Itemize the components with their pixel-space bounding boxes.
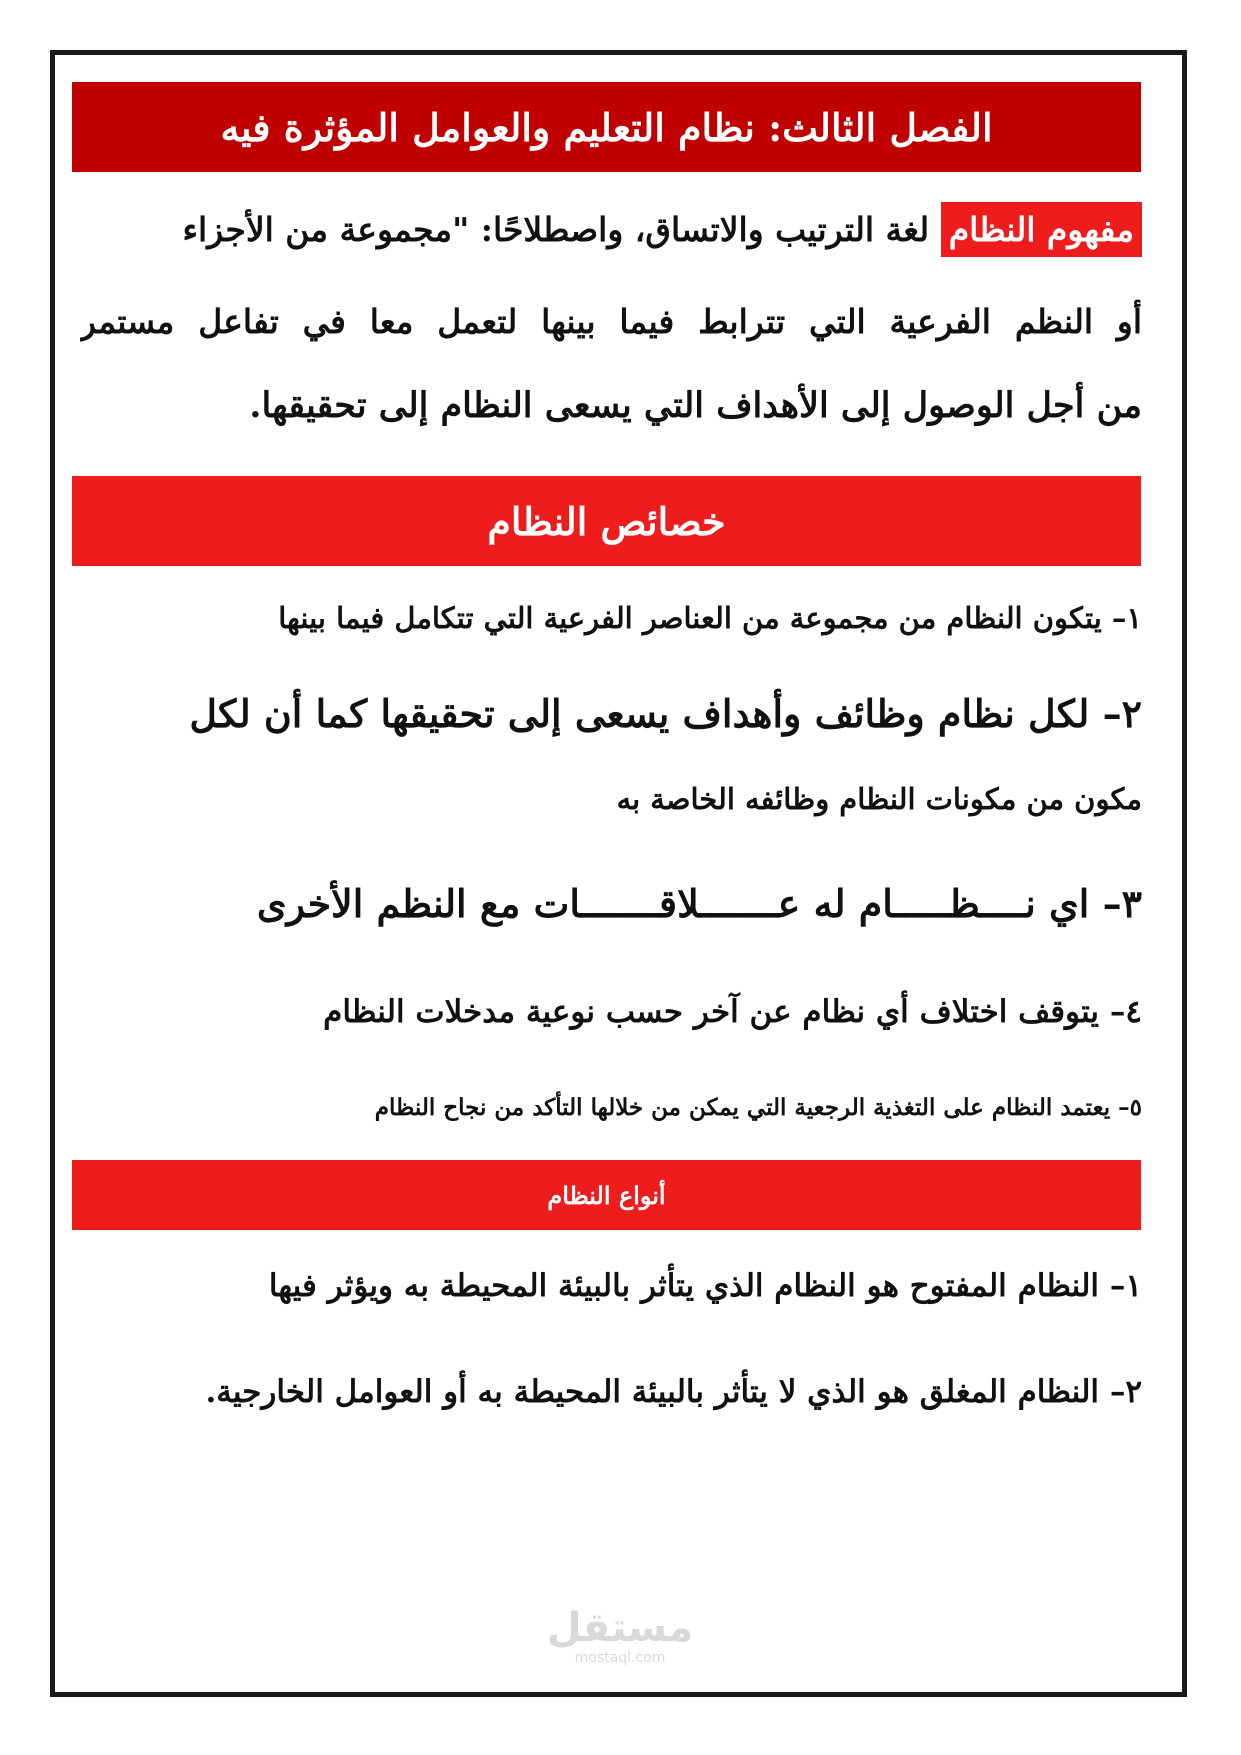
characteristics-heading: خصائص النظام xyxy=(487,498,726,544)
concept-line-1 xyxy=(80,192,1142,268)
characteristic-item-1: ١– يتكون النظام من مجموعة من العناصر الفرعية التي تتكامل فيما بينها xyxy=(278,601,1142,635)
concept-term-highlight: مفهوم النظام xyxy=(941,202,1142,257)
characteristic-item-3: ٣– اي نــــظـــــام له عـــــــلاقـــــــات مع النظم الأخرى xyxy=(256,881,1142,926)
type-item-2: ٢– النظام المغلق هو الذي لا يتأثر بالبيئة المحيطة به أو العوامل الخارجية. xyxy=(205,1374,1142,1410)
characteristic-item-5: ٥– يعتمد النظام على التغذية الرجعية التي يمكن من خلالها التأكد من نجاح النظام xyxy=(374,1094,1142,1121)
characteristic-item-2-line-2: مكون من مكونات النظام وظائفه الخاصة به xyxy=(616,782,1142,816)
concept-definition-start: لغة الترتيب والاتساق، واصطلاحًا: "مجموعة من الأجزاء xyxy=(182,210,941,249)
concept-line-3: من أجل الوصول إلى الأهداف التي يسعى النظام إلى تحقيقها. xyxy=(249,385,1142,426)
mostaql-watermark xyxy=(530,1606,710,1666)
watermark-arabic: مستقل xyxy=(546,1605,694,1651)
type-item-1: ١– النظام المفتوح هو النظام الذي يتأثر بالبيئة المحيطة به ويؤثر فيها xyxy=(268,1268,1142,1304)
watermark-latin: mostaql.com xyxy=(574,1650,666,1666)
chapter-title-banner xyxy=(72,82,1141,172)
types-heading-banner xyxy=(72,1160,1141,1230)
types-heading: أنواع النظام xyxy=(547,1180,666,1210)
chapter-title: الفصل الثالث: نظام التعليم والعوامل المؤثرة فيه xyxy=(220,104,993,150)
characteristic-item-2-line-1: ٢– لكل نظام وظائف وأهداف يسعى إلى تحقيقها كما أن لكل xyxy=(189,691,1142,736)
concept-line-2: أو النظم الفرعية التي تترابط فيما بينها لتعمل معا في تفاعل مستمر xyxy=(80,302,1142,341)
characteristics-heading-banner xyxy=(72,476,1141,566)
characteristic-item-4: ٤– يتوقف اختلاف أي نظام عن آخر حسب نوعية مدخلات النظام xyxy=(323,994,1142,1030)
